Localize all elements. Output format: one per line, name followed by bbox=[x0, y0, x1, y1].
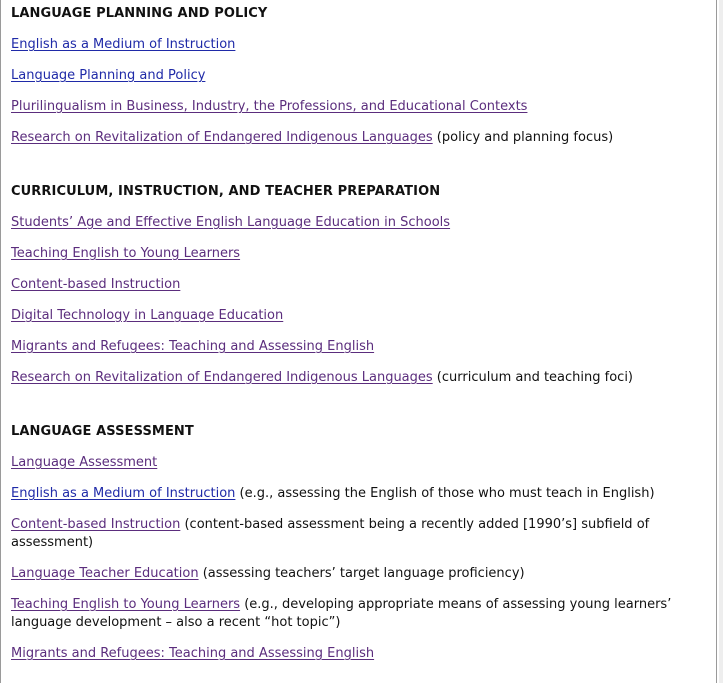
link-content-based[interactable]: Content-based Instruction bbox=[11, 517, 181, 532]
list-item bbox=[11, 263, 711, 294]
item-note: (e.g., developing appropriate means of assessing young learners’ language development – also a recent “hot topic”) bbox=[11, 597, 672, 630]
list-item bbox=[11, 294, 711, 325]
section-heading: LANGUAGE ASSESSMENT bbox=[11, 424, 194, 439]
list-item bbox=[11, 356, 711, 387]
list-item bbox=[11, 503, 711, 552]
link-digital-technology[interactable]: Digital Technology in Language Education bbox=[11, 308, 284, 323]
list-item bbox=[11, 583, 711, 632]
list-item bbox=[11, 325, 711, 356]
item-note: (content-based assessment being a recently added [1990’s] subfield of assessment) bbox=[11, 517, 650, 550]
list-item bbox=[11, 552, 711, 583]
link-young-learners[interactable]: Teaching English to Young Learners bbox=[11, 246, 241, 261]
list-item bbox=[11, 632, 711, 663]
list-item bbox=[11, 232, 711, 263]
list-item bbox=[11, 116, 711, 147]
list-item bbox=[11, 441, 711, 472]
list-item bbox=[11, 23, 711, 54]
link-content-based[interactable]: Content-based Instruction bbox=[11, 277, 181, 292]
list-item bbox=[11, 201, 711, 232]
link-migrants-refugees[interactable]: Migrants and Refugees: Teaching and Assessing English bbox=[11, 646, 375, 661]
list-item bbox=[11, 472, 711, 503]
item-note: (assessing teachers’ target language proficiency) bbox=[198, 566, 525, 581]
section-heading: LANGUAGE PLANNING AND POLICY bbox=[11, 6, 268, 21]
section-curriculum bbox=[11, 147, 711, 387]
item-note: (curriculum and teaching foci) bbox=[432, 370, 634, 385]
item-note: (e.g., assessing the English of those who must teach in English) bbox=[235, 486, 655, 501]
link-revitalization[interactable]: Research on Revitalization of Endangered Indigenous Languages bbox=[11, 130, 433, 145]
document-content bbox=[11, 0, 711, 663]
link-english-medium[interactable]: English as a Medium of Instruction bbox=[11, 37, 236, 52]
link-english-medium[interactable]: English as a Medium of Instruction bbox=[11, 486, 236, 501]
link-language-assessment[interactable]: Language Assessment bbox=[11, 455, 158, 470]
section-language-assessment bbox=[11, 387, 711, 663]
link-migrants-refugees[interactable]: Migrants and Refugees: Teaching and Assessing English bbox=[11, 339, 375, 354]
link-students-age[interactable]: Students’ Age and Effective English Language Education in Schools bbox=[11, 215, 451, 230]
frame-edge bbox=[719, 0, 723, 683]
section-language-planning bbox=[11, 0, 711, 147]
link-revitalization[interactable]: Research on Revitalization of Endangered Indigenous Languages bbox=[11, 370, 433, 385]
list-item bbox=[11, 85, 711, 116]
link-plurilingualism[interactable]: Plurilingualism in Business, Industry, the Professions, and Educational Contexts bbox=[11, 99, 528, 114]
link-language-planning[interactable]: Language Planning and Policy bbox=[11, 68, 206, 83]
section-heading: CURRICULUM, INSTRUCTION, AND TEACHER PREPARATION bbox=[11, 184, 441, 199]
item-note: (policy and planning focus) bbox=[432, 130, 614, 145]
list-item bbox=[11, 54, 711, 85]
link-teacher-education[interactable]: Language Teacher Education bbox=[11, 566, 199, 581]
link-young-learners[interactable]: Teaching English to Young Learners bbox=[11, 597, 241, 612]
